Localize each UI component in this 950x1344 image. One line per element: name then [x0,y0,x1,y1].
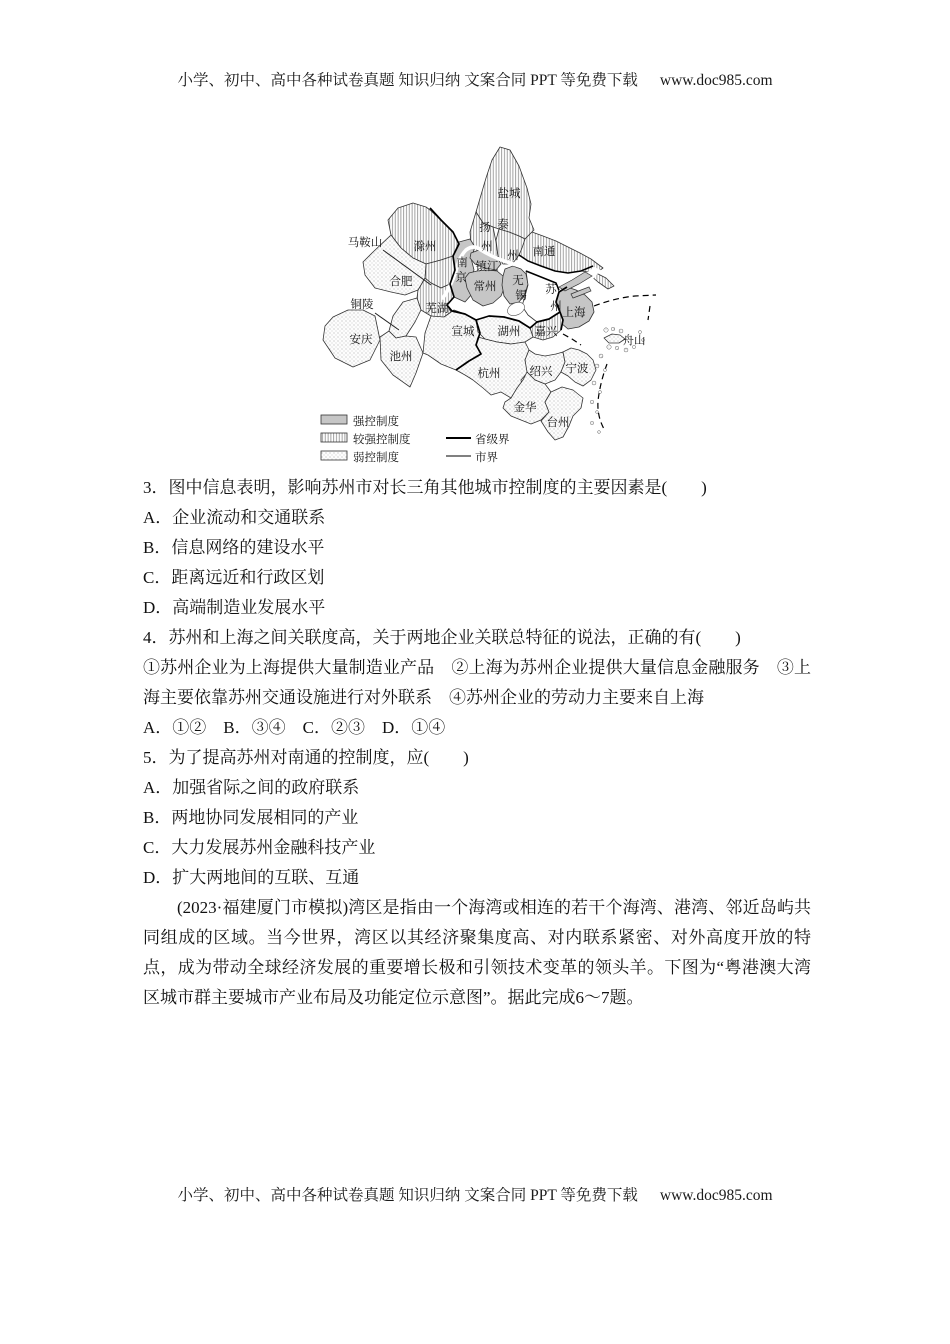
passage: (2023·福建厦门市模拟)湾区是指由一个海湾或相连的若干个海湾、港湾、邻近岛屿共同组成的区域。当今世界，湾区以其经济聚集度高、对内联系紧密、对外高度开放的特点，成为带动全球经济发展的重要增长极和引领技术变革的领头羊。下图为“粤港澳大湾区城市群主要城市产业布局及功能定位示意图”。据此完成6～7题。 [143,898,811,1007]
island-speck [596,411,599,414]
map-label-taizhou-js: 泰 [497,219,509,231]
map-label-taizhou-js: 州 [507,250,519,262]
island-speck [595,364,599,368]
map-label-zhoushan: 舟山 [622,335,646,347]
map-label-nantong: 南通 [532,246,556,258]
footer-url-link[interactable]: www.doc985.com [659,1187,773,1204]
question-3-option-C: C．距离远近和行政区划 [143,568,325,587]
map-label-suzhou: 苏 [545,284,557,296]
header-text: 小学、初中、高中各种试卷真题 知识归纳 文案合同 PPT 等免费下载 [177,72,638,89]
map-label-hangzhou: 杭州 [477,368,501,380]
map-label-yangzhou: 扬 [479,222,491,234]
question-5-option-B: B．两地协同发展相同的产业 [143,808,359,827]
island-speck [599,391,602,394]
footer-text: 小学、初中、高中各种试卷真题 知识归纳 文案合同 PPT 等免费下载 [177,1187,638,1204]
map-label-huzhou: 湖州 [497,326,521,338]
legend-swatch-medium [321,433,347,442]
question-5-option-C: C．大力发展苏州金融科技产业 [143,838,376,857]
question-4-options-inline: A．①② B．③④ C．②③ D．①④ [143,718,446,737]
island-speck [599,354,603,358]
island-speck [619,329,623,333]
question-5-option-D: D．扩大两地间的互联、互通 [143,868,360,887]
legend-swatch-strong [321,415,347,424]
legend-swatch-weak [321,451,347,460]
map-label-anqing: 安庆 [349,334,373,346]
island-speck [611,327,615,331]
map-label-nanjing: 南 [456,257,468,269]
header [0,68,950,90]
map-label-jiaxing: 嘉兴 [534,326,558,338]
legend-label-weak: 弱控制度 [353,452,399,464]
question-4-statements: ①苏州企业为上海提供大量制造业产品 ②上海为苏州企业提供大量信息金融服务 ③上海主要依靠苏州交通设施进行对外联系 ④苏州企业的劳动力主要来自上海 [143,658,811,707]
island-speck [598,431,601,434]
map-label-xuancheng: 宣城 [451,326,475,338]
question-5 [143,743,811,893]
map-label-wuhu: 芜湖 [425,303,449,315]
coastline-dash-4 [648,306,650,320]
yangtze-delta-control-map [313,140,658,480]
question-block [143,473,811,1013]
island-speck [639,331,642,334]
map-label-yangzhou: 州 [481,241,493,253]
map-label-maanshan: 马鞍山 [347,237,383,249]
question-4 [143,623,811,743]
coastline-dash-3 [598,364,607,429]
question-5-stem: 5．为了提高苏州对南通的控制度，应( ) [143,748,469,767]
map-label-chuzhou: 滁州 [413,241,437,253]
map-label-shanghai: 上海 [562,307,586,319]
island-speck [615,346,619,350]
island-speck [590,421,593,424]
question-4-stem: 4．苏州和上海之间关联度高，关于两地企业关联总特征的说法，正确的有( ) [143,628,741,647]
legend-line-label-1: 省级界 [475,434,510,446]
island-speck [607,345,611,349]
map-label-taizhou-zj: 台州 [546,417,570,429]
map-label-wuxi: 锡 [515,290,527,302]
footer [0,1183,950,1205]
legend-label-medium: 较强控制度 [353,434,411,446]
region-tongling [389,298,421,338]
map-label-tongling: 铜陵 [350,299,374,311]
island-speck [604,328,608,332]
header-url-link[interactable]: www.doc985.com [659,72,773,89]
island-speck [624,348,628,352]
question-3 [143,473,811,623]
map-label-jinhua: 金华 [513,402,537,414]
coastline-dash-2 [563,334,581,345]
map-label-chizhou: 池州 [389,351,413,363]
question-5-option-A: A．加强省际之间的政府联系 [143,778,360,797]
question-3-option-A: A．企业流动和交通联系 [143,508,326,527]
map-label-hefei: 合肥 [389,276,413,288]
map-label-zhenjiang: 镇江 [475,261,499,273]
legend-label-strong: 强控制度 [353,416,399,428]
map-label-ningbo: 宁波 [565,363,589,375]
island-speck [592,381,596,385]
coastline-dash-1 [594,295,656,306]
island-speck [604,369,607,372]
question-3-option-B: B．信息网络的建设水平 [143,538,325,557]
map-label-nanjing: 京 [455,272,467,284]
map-label-wuxi: 无 [512,275,524,287]
map-label-suzhou: 州 [550,301,562,313]
map-label-changzhou: 常州 [473,281,497,293]
control-map-figure [313,140,658,480]
map-label-yancheng: 盐城 [497,188,521,200]
question-3-stem: 3．图中信息表明，影响苏州市对长三角其他城市控制度的主要因素是( ) [143,478,707,497]
question-3-option-D: D．高端制造业发展水平 [143,598,326,617]
island-speck [590,400,594,404]
legend-line-label-2: 市界 [475,452,498,464]
map-label-shaoxing: 绍兴 [529,366,553,378]
